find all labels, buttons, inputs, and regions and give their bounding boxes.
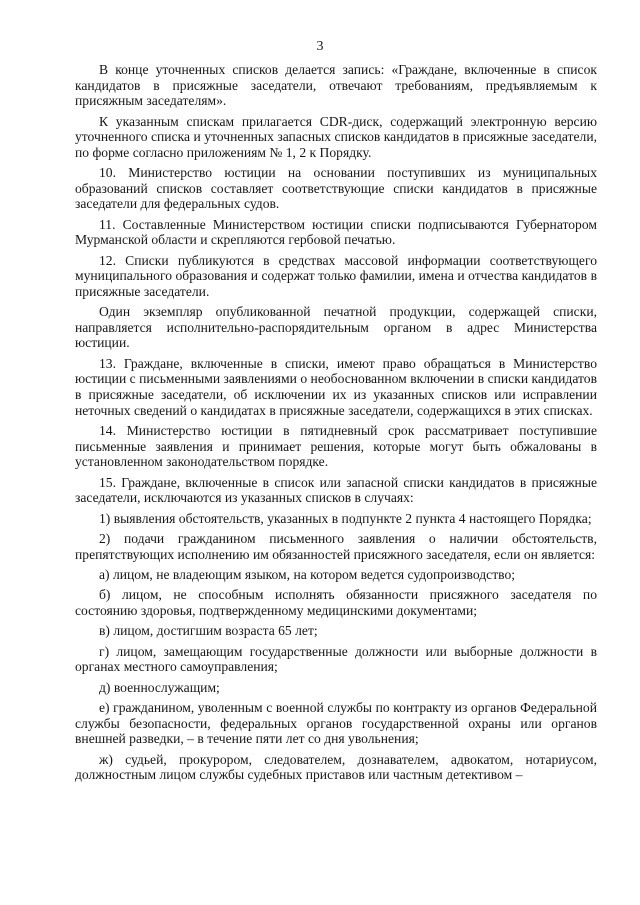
document-body bbox=[75, 62, 597, 788]
paragraph: 13. Граждане, включенные в списки, имеют право обращаться в Министерство юстиции с письменными заявлениями о необоснованном включении в списки кандидатов в присяжные заседатели, об исключении их из указанных списков или исправлении неточных сведений о кандидатах в присяжные заседатели, содержащихся в этих списках. bbox=[75, 355, 597, 418]
paragraph: е) гражданином, уволенным с военной службы по контракту из органов Федеральной службы безопасности, федеральных органов государственной охраны или органов внешней разведки, – в течение пяти лет со дня увольнения; bbox=[75, 700, 597, 747]
paragraph: 10. Министерство юстиции на основании поступивших из муниципальных образований списков составляет соответствующие списки кандидатов в присяжные заседатели для федеральных судов. bbox=[75, 165, 597, 212]
paragraph: Один экземпляр опубликованной печатной продукции, содержащей списки, направляется исполнительно-распорядительным органом в адрес Министерства юстиции. bbox=[75, 304, 597, 351]
paragraph: 12. Списки публикуются в средствах массовой информации соответствующего муниципального образования и содержат только фамилии, имена и отчества кандидатов в присяжные заседатели. bbox=[75, 252, 597, 299]
paragraph: в) лицом, достигшим возраста 65 лет; bbox=[99, 623, 318, 639]
paragraph: 15. Граждане, включенные в список или запасной списки кандидатов в присяжные заседатели, исключаются из указанных списков в случаях: bbox=[75, 474, 597, 506]
paragraph: ж) судьей, прокурором, следователем, дознавателем, адвокатом, нотариусом, должностным лицом службы судебных приставов или частным детективом – bbox=[75, 751, 597, 783]
paragraph: 2) подачи гражданином письменного заявления о наличии обстоятельств, препятствующих исполнению им обязанностей присяжного заседателя, если он является: bbox=[75, 531, 597, 562]
paragraph: д) военнослужащим; bbox=[99, 679, 220, 695]
paragraph: 11. Составленные Министерством юстиции списки подписываются Губернатором Мурманской области и скрепляются гербовой печатью. bbox=[75, 216, 597, 248]
paragraph: В конце уточненных списков делается запись: «Граждане, включенные в список кандидатов в присяжные заседатели, отвечают требованиям, предъявляемым к присяжным заседателям». bbox=[75, 62, 597, 109]
paragraph: К указанным спискам прилагается CDR-диск, содержащий электронную версию уточненного списка и уточненных запасных списков кандидатов в присяжные заседатели, по форме согласно приложениям № 1, 2 к Порядку. bbox=[75, 113, 597, 160]
paragraph: 14. Министерство юстиции в пятидневный срок рассматривает поступившие письменные заявления и принимает решения, которые могут быть обжалованы в установленном законодательством порядке. bbox=[75, 423, 597, 470]
paragraph: б) лицом, не способным исполнять обязанности присяжного заседателя по состоянию здоровья, подтвержденному медицинскими документами; bbox=[75, 587, 597, 618]
paragraph: 1) выявления обстоятельств, указанных в подпункте 2 пункта 4 настоящего Порядка; bbox=[99, 510, 592, 526]
paragraph: а) лицом, не владеющим языком, на котором ведется судопроизводство; bbox=[99, 566, 516, 582]
page-number: 3 bbox=[316, 39, 324, 54]
paragraph: г) лицом, замещающим государственные должности или выборные должности в органах местного самоуправления; bbox=[75, 643, 597, 675]
